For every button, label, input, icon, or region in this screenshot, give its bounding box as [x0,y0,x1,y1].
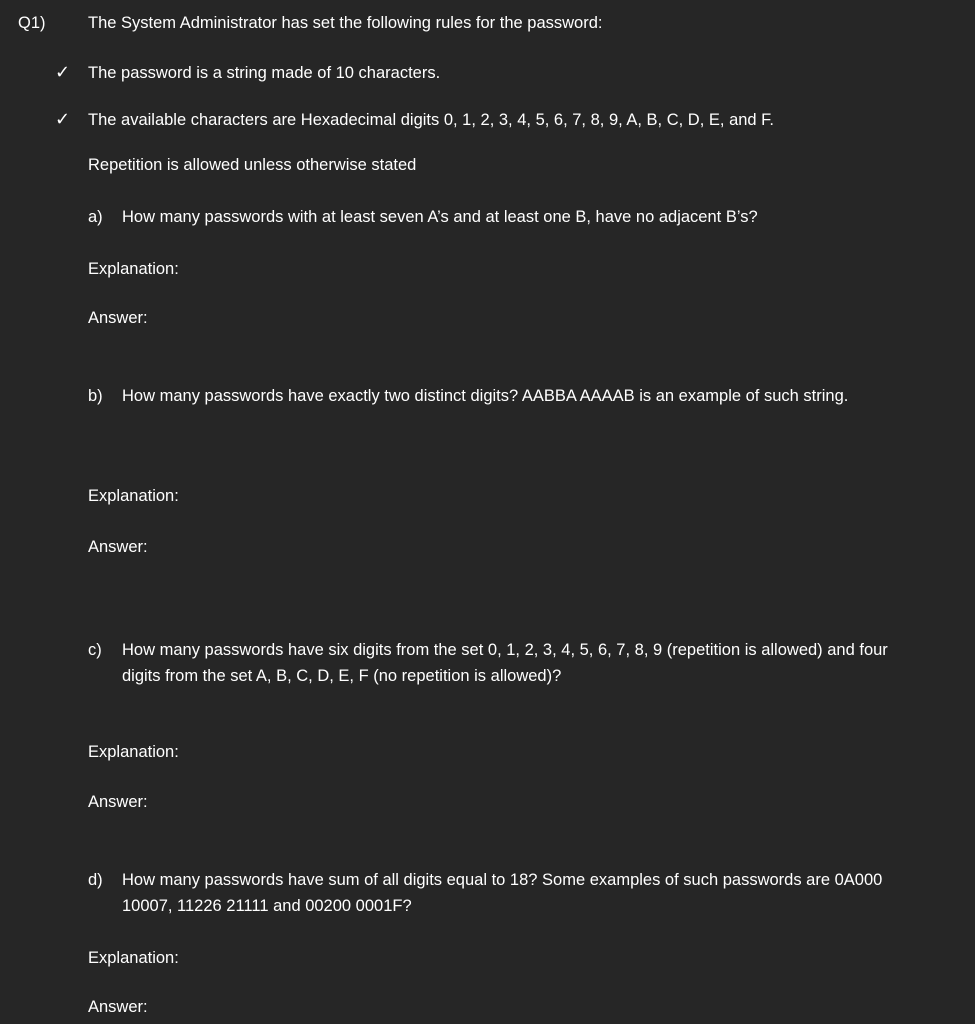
question-number: Q1) [18,14,46,32]
part-question: How many passwords have exactly two distinct digits? AABBA AAAAB is an example of such string. [122,387,849,405]
part-question: How many passwords have six digits from the set 0, 1, 2, 3, 4, 5, 6, 7, 8, 9 (repetition is allowed) and four digits from the set A, B, C, D, E, F (no repetition is allowed)? [122,641,888,685]
answer-label: Answer: [88,998,148,1016]
rule-characters: The available characters are Hexadecimal digits 0, 1, 2, 3, 4, 5, 6, 7, 8, 9, A, B, C, D, E, and F. [88,111,775,129]
question-intro: The System Administrator has set the following rules for the password: [88,14,603,32]
part-question: How many passwords with at least seven A’s and at least one B, have no adjacent B’s? [122,208,758,226]
part-letter: c) [88,641,102,659]
repetition-note: Repetition is allowed unless otherwise stated [88,156,417,174]
part-letter: b) [88,387,103,405]
explanation-label: Explanation: [88,487,179,505]
part-letter: a) [88,208,103,226]
explanation-label: Explanation: [88,743,179,761]
explanation-label: Explanation: [88,949,179,967]
answer-label: Answer: [88,793,148,811]
answer-label: Answer: [88,309,148,327]
explanation-label: Explanation: [88,260,179,278]
rule-length: The password is a string made of 10 characters. [88,64,441,82]
checkmark-icon: ✓ [55,109,71,129]
part-question: How many passwords have sum of all digits equal to 18? Some examples of such passwords are 0A000 10007, 11226 21111 and 00200 0001F? [122,871,883,915]
checkmark-icon: ✓ [55,62,71,82]
part-letter: d) [88,871,103,889]
answer-label: Answer: [88,538,148,556]
